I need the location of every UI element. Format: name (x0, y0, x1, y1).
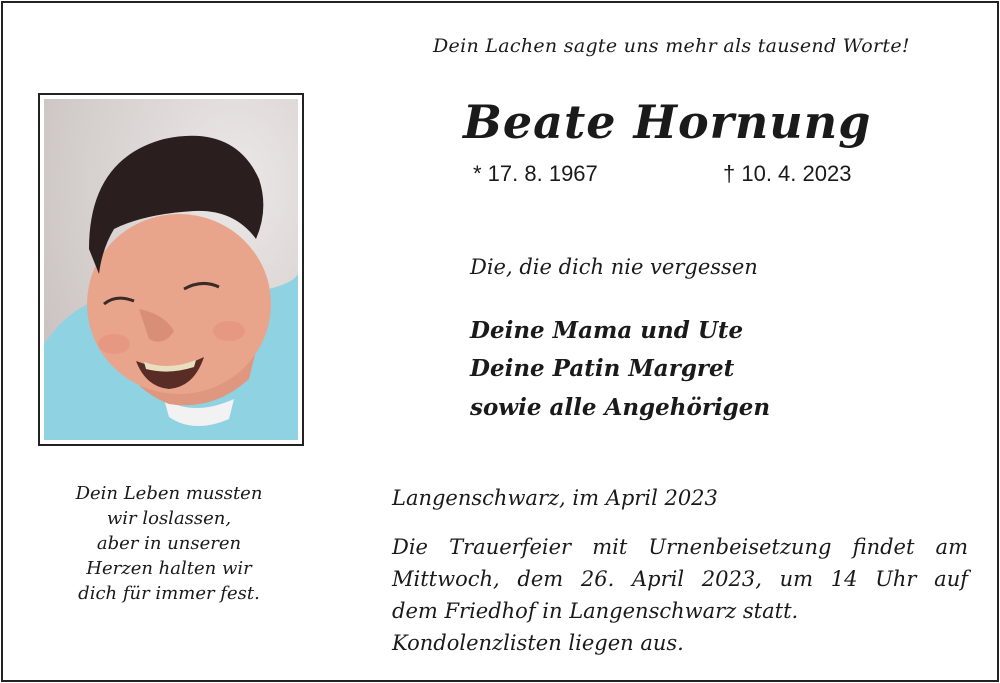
memorial-poem (43, 481, 295, 606)
poem-line: dich für immer fest. (78, 583, 260, 604)
mourner-line: Deine Patin Margret (470, 355, 735, 382)
place-and-date: Langenschwarz, im April 2023 (392, 486, 718, 510)
birth-date: * 17. 8. 1967 (473, 161, 598, 186)
portrait-illustration (44, 99, 298, 440)
mourner-line: sowie alle Angehörigen (470, 394, 771, 421)
ceremony-notice (392, 531, 968, 659)
poem-line: Dein Leben mussten (75, 483, 263, 504)
portrait-frame (38, 93, 304, 446)
motto-text: Dein Lachen sagte uns mehr als tausend Worte! (433, 35, 910, 57)
portrait-photo (44, 99, 298, 440)
poem-line: Herzen halten wir (86, 558, 252, 579)
poem-line: aber in unseren (96, 533, 242, 554)
poem-line: wir loslassen, (106, 508, 232, 529)
mourner-line: Deine Mama und Ute (470, 317, 744, 344)
ceremony-line: Mittwoch, dem 26. April 2023, um 14 Uhr auf (392, 567, 968, 591)
ceremony-line: Kondolenzlisten liegen aus. (392, 631, 684, 655)
death-date: † 10. 4. 2023 (723, 161, 852, 186)
ceremony-line: dem Friedhof in Langenschwarz statt. (392, 599, 799, 623)
deceased-name: Beate Hornung (463, 95, 872, 149)
mourners-intro: Die, die dich nie vergessen (470, 255, 758, 279)
ceremony-line: Die Trauerfeier mit Urnenbeisetzung findet am (392, 535, 968, 559)
obituary-card (1, 1, 999, 682)
